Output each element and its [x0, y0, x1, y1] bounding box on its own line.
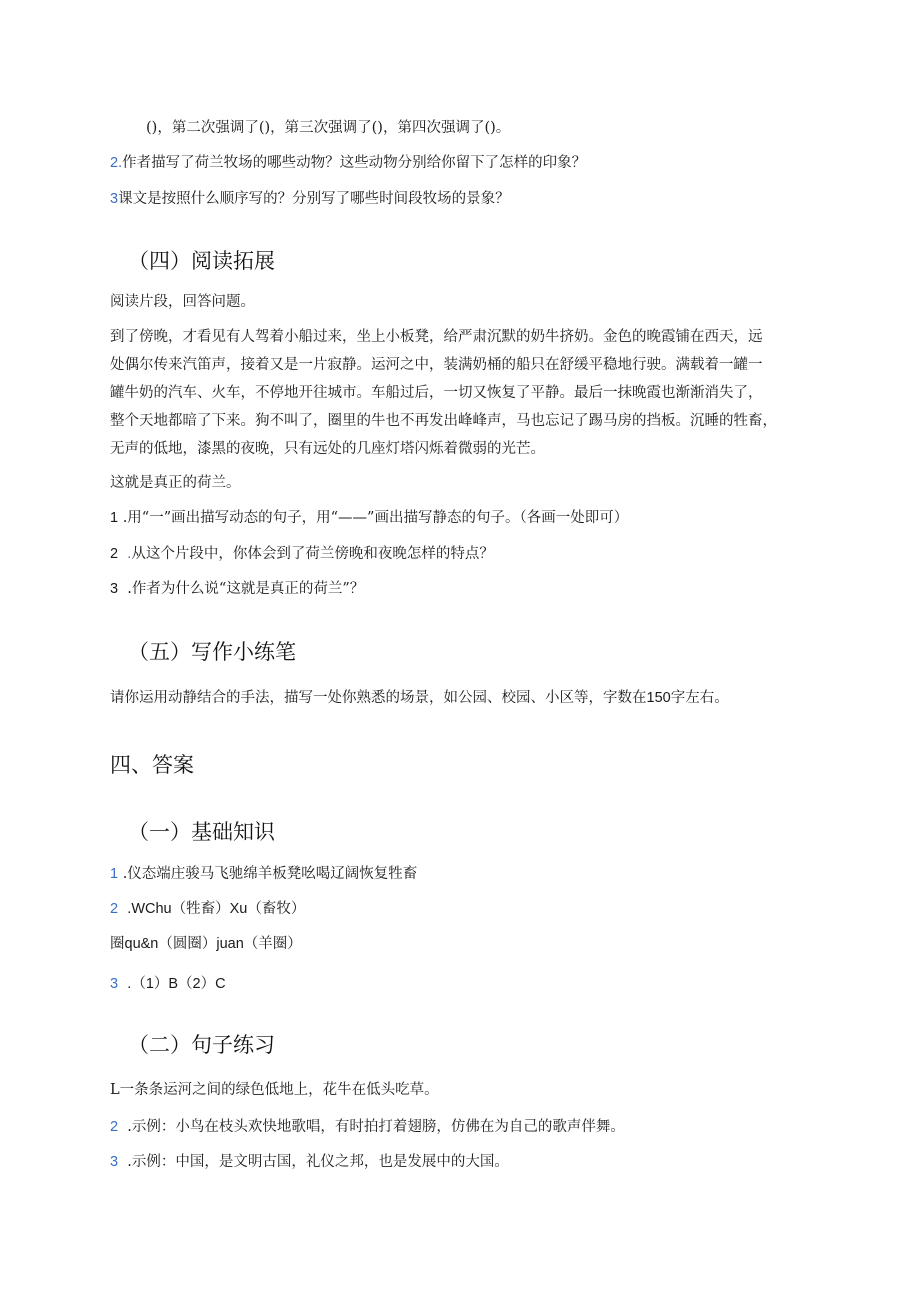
- answer-2-continued: [110, 934, 810, 954]
- sentence-answer-2: [110, 1117, 810, 1137]
- question-number: 1: [110, 510, 119, 526]
- answer-number: 3: [110, 1154, 119, 1170]
- question-text: .作者为什么说“这就是真正的荷兰”？: [127, 581, 365, 597]
- writing-prompt: [110, 688, 810, 708]
- answer-text: .仪态端庄骏马飞驰绵羊板凳吆喝辽阔恢复牲畜: [122, 866, 418, 882]
- question-text: 课文是按照什么顺序写的？分别写了哪些时间段牧场的景象？: [118, 191, 510, 207]
- question-number: 2: [110, 546, 119, 562]
- answers-basic-heading: （一）基础知识: [128, 820, 275, 844]
- answer-text: .示例：中国，是文明古国，礼仪之邦，也是发展中的大国。: [127, 1154, 509, 1170]
- word: （羊圈）: [243, 936, 302, 952]
- reading-question-3: [110, 579, 810, 599]
- word: （牲畜）: [171, 901, 230, 917]
- sentence-answer-3: [110, 1152, 810, 1172]
- section-heading-reading: （四）阅读拓展: [128, 249, 275, 273]
- word-count: 150: [646, 690, 671, 706]
- question-text: 从这个片段中，你体会到了荷兰傍晚和夜晚怎样的特点？: [131, 546, 494, 562]
- sentence-answer-1: L一条条运河之间的绿色低地上，花牛在低头吃草。: [110, 1082, 439, 1098]
- reading-question-2: [110, 544, 810, 564]
- question-text: .用“一”画出描写动态的句子，用“——”画出描写静态的句子。（各画一处即可）: [122, 510, 629, 526]
- answer-number: 2: [110, 901, 119, 917]
- answer-3: [110, 974, 810, 994]
- answers-heading: 四、答案: [110, 753, 194, 777]
- pinyin: .WChu: [127, 901, 172, 917]
- answer-text: .示例：小鸟在枝头欢快地歌唱，有时拍打着翅膀，仿佛在为自己的歌声伴舞。: [127, 1119, 625, 1135]
- writing-text-end: 字左右。: [670, 690, 729, 706]
- blank-fill-line: [146, 118, 846, 138]
- passage-line: 罐牛奶的汽车、火车，不停地开往城市。车船过后，一切又恢复了平静。最后一抹晚霞也渐渐消失了，: [110, 385, 763, 401]
- answer-2: [110, 899, 810, 919]
- reading-question-1: [110, 508, 810, 528]
- question-3: [110, 189, 810, 209]
- word: （圆圈）: [158, 936, 217, 952]
- reading-intro: 阅读片段，回答问题。: [110, 294, 255, 310]
- question-dot: .: [127, 546, 132, 562]
- blank-fill-text: ()，第二次强调了()，第三次强调了()，第四次强调了()。: [146, 120, 511, 136]
- reading-closing: 这就是真正的荷兰。: [110, 475, 241, 491]
- question-text: 作者描写了荷兰牧场的哪些动物？这些动物分别给你留下了怎样的印象？: [122, 155, 587, 171]
- question-number: 3: [110, 191, 119, 207]
- writing-text: 请你运用动静结合的手法，描写一处你熟悉的场景，如公园、校园、小区等，字数在: [110, 690, 647, 706]
- question-number: 2.: [110, 155, 123, 171]
- passage-line: 整个天地都暗了下来。狗不叫了，圈里的牛也不再发出峰峰声，马也忘记了踢马房的挡板。沉睡的牲畜，: [110, 413, 777, 429]
- question-2: [110, 153, 810, 173]
- answers-sentence-heading: （二）句子练习: [128, 1033, 275, 1057]
- answer-number: 1: [110, 866, 119, 882]
- pinyin: qu&n: [124, 936, 159, 952]
- answer-number: 2: [110, 1119, 119, 1135]
- word: （畜牧）: [247, 901, 306, 917]
- reading-passage: [110, 323, 810, 463]
- section-heading-writing: （五）写作小练笔: [128, 640, 296, 664]
- passage-line: 无声的低地，漆黑的夜晚，只有远处的几座灯塔闪烁着微弱的光芒。: [110, 441, 545, 457]
- pinyin: Xu: [229, 901, 248, 917]
- pinyin: juan: [216, 936, 244, 952]
- character: 圈: [110, 936, 125, 952]
- answer-number: 3: [110, 976, 119, 992]
- question-number: 3: [110, 581, 119, 597]
- answer-1: [110, 864, 810, 884]
- passage-line: 处偶尔传来汽笛声，接着又是一片寂静。运河之中，装满奶桶的船只在舒缓平稳地行驶。满载着一罐一: [110, 357, 763, 373]
- answer-text: .（1）B（2）C: [127, 976, 226, 992]
- passage-line: 到了傍晚，才看见有人驾着小船过来，坐上小板凳，给严肃沉默的奶牛挤奶。金色的晚霞铺在西天，远: [110, 329, 763, 345]
